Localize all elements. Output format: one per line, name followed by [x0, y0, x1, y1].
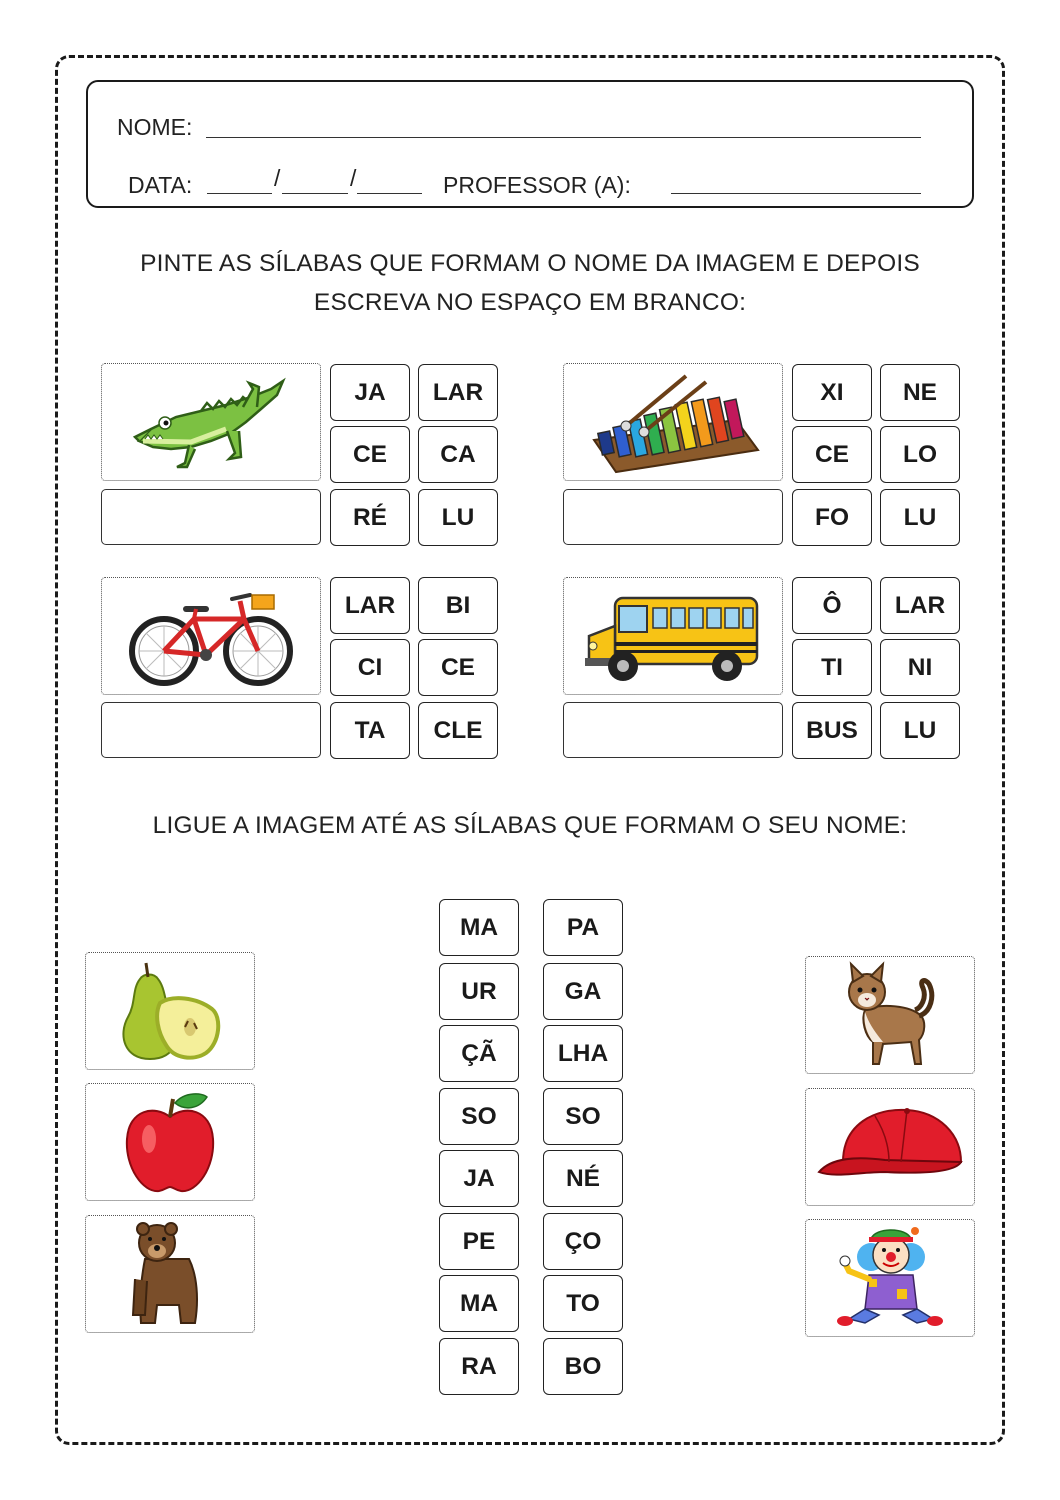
xylophone-icon — [586, 370, 761, 475]
bear-icon — [115, 1219, 225, 1329]
answer-box[interactable] — [101, 489, 321, 545]
school-bus-icon — [583, 586, 763, 686]
syllable-box[interactable]: JA — [330, 364, 410, 421]
activity1-instruction — [80, 244, 980, 322]
image-card — [101, 577, 321, 695]
name-field[interactable] — [206, 137, 921, 138]
image-card[interactable] — [805, 1219, 975, 1337]
answer-box[interactable] — [563, 489, 783, 545]
syllable-box[interactable]: LHA — [543, 1025, 623, 1082]
syllable-box[interactable]: CLE — [418, 702, 498, 759]
syllable-box[interactable]: CA — [418, 426, 498, 483]
date-label: DATA: — [128, 172, 193, 198]
syllable-box[interactable]: CE — [792, 426, 872, 483]
syllable-box[interactable]: LU — [418, 489, 498, 546]
syllable-box[interactable]: ÇO — [543, 1213, 623, 1270]
date-separator: / — [350, 165, 357, 191]
teacher-label: PROFESSOR (A): — [443, 172, 631, 198]
cat-icon — [835, 960, 945, 1070]
syllable-box[interactable]: ÇÃ — [439, 1025, 519, 1082]
bicycle-icon — [124, 581, 299, 691]
syllable-box[interactable]: BI — [418, 577, 498, 634]
answer-box[interactable] — [101, 702, 321, 758]
syllable-box[interactable]: MA — [439, 899, 519, 956]
syllable-box[interactable]: CI — [330, 639, 410, 696]
answer-box[interactable] — [563, 702, 783, 758]
syllable-box[interactable]: SO — [439, 1088, 519, 1145]
syllable-box[interactable]: PA — [543, 899, 623, 956]
syllable-box[interactable]: XI — [792, 364, 872, 421]
syllable-box[interactable]: NE — [880, 364, 960, 421]
syllable-box[interactable]: LAR — [330, 577, 410, 634]
syllable-box[interactable]: CE — [330, 426, 410, 483]
syllable-box[interactable]: NI — [880, 639, 960, 696]
cap-icon — [815, 1102, 965, 1192]
image-card — [563, 363, 783, 481]
syllable-box[interactable]: SO — [543, 1088, 623, 1145]
syllable-box[interactable]: BO — [543, 1338, 623, 1395]
image-card[interactable] — [85, 952, 255, 1070]
image-card — [101, 363, 321, 481]
syllable-box[interactable]: BUS — [792, 702, 872, 759]
syllable-box[interactable]: LAR — [880, 577, 960, 634]
syllable-box[interactable]: LO — [880, 426, 960, 483]
clown-icon — [835, 1223, 945, 1333]
date-month-field[interactable] — [282, 193, 348, 194]
image-card[interactable] — [805, 1088, 975, 1206]
syllable-box[interactable]: UR — [439, 963, 519, 1020]
name-label: NOME: — [117, 114, 193, 140]
syllable-box[interactable]: TA — [330, 702, 410, 759]
image-card[interactable] — [85, 1083, 255, 1201]
syllable-box[interactable]: Ô — [792, 577, 872, 634]
image-card[interactable] — [85, 1215, 255, 1333]
image-card — [563, 577, 783, 695]
teacher-field[interactable] — [671, 193, 921, 194]
syllable-box[interactable]: MA — [439, 1275, 519, 1332]
syllable-box[interactable]: LU — [880, 489, 960, 546]
date-day-field[interactable] — [207, 193, 272, 194]
syllable-box[interactable]: RA — [439, 1338, 519, 1395]
apple-icon — [115, 1087, 225, 1197]
syllable-box[interactable]: TO — [543, 1275, 623, 1332]
syllable-box[interactable]: TI — [792, 639, 872, 696]
syllable-box[interactable]: PE — [439, 1213, 519, 1270]
syllable-box[interactable]: CE — [418, 639, 498, 696]
date-year-field[interactable] — [357, 193, 422, 194]
syllable-box[interactable]: JA — [439, 1150, 519, 1207]
syllable-box[interactable]: GA — [543, 963, 623, 1020]
activity2-instruction: LIGUE A IMAGEM ATÉ AS SÍLABAS QUE FORMAM O SEU NOME: — [152, 812, 908, 839]
syllable-box[interactable]: LU — [880, 702, 960, 759]
alligator-icon — [131, 367, 291, 477]
syllable-box[interactable]: LAR — [418, 364, 498, 421]
instruction-line: PINTE AS SÍLABAS QUE FORMAM O NOME DA IMAGEM E DEPOIS — [140, 250, 920, 277]
syllable-box[interactable]: RÉ — [330, 489, 410, 546]
syllable-box[interactable]: FO — [792, 489, 872, 546]
pear-icon — [110, 959, 230, 1064]
image-card[interactable] — [805, 956, 975, 1074]
date-separator: / — [274, 165, 281, 191]
syllable-box[interactable]: NÉ — [543, 1150, 623, 1207]
instruction-line: ESCREVA NO ESPAÇO EM BRANCO: — [313, 289, 747, 316]
